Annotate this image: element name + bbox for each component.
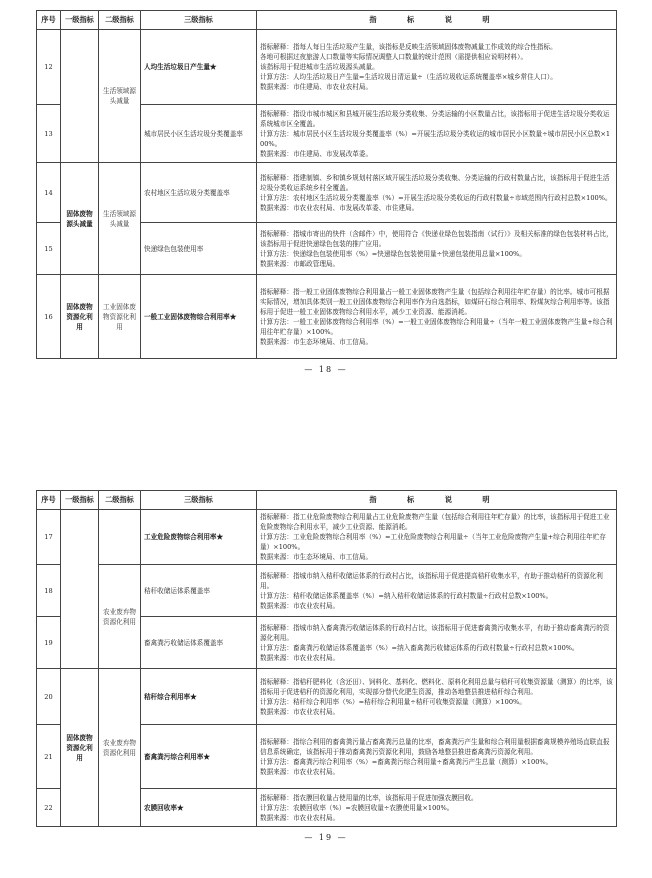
table-row xyxy=(37,163,617,223)
header-level2: 二级指标 xyxy=(99,491,141,510)
level3-cell: 工业危险废物综合利用率★ xyxy=(141,510,257,565)
level2-cell: 工业固体废物资源化利用 xyxy=(99,275,141,359)
level2-cell xyxy=(99,510,141,565)
desc-line: 指标解释：指工业危险废物综合利用量占工业危险废物产生量（包括综合利用往年贮存量）的比率，该指标用于促进工业危险废物综合利用水平，减少工业资源、能源消耗。 xyxy=(260,513,610,531)
desc-line: 计算方法：秸秆收储运体系覆盖率（%）=纳入秸秆收储运体系的行政村数量÷行政村总数×100%。 xyxy=(260,591,553,600)
page-18 xyxy=(36,10,616,374)
desc-line: 数据来源：市农业农村局。 xyxy=(260,601,340,610)
desc-line: 数据来源：市生态环境局、市工信局。 xyxy=(260,337,373,346)
desc-line: 指标解释：指城市纳入秸秆收储运体系的行政村占比，该指标用于促进提高秸秆收集水平，有助于推动秸秆的资源化利用。 xyxy=(260,571,603,590)
desc-line: 指标解释：指综合利用的畜禽粪污量占畜禽粪污总量的比率，畜禽粪污产生量和综合利用量根据畜禽规模养殖场直联直报信息系统确定，该指标用于推动畜禽粪污资源化利用，鼓励各地整县推进畜禽粪污资源化利用。 xyxy=(260,737,610,756)
level1-cell: 固体废物源头减量 xyxy=(61,163,99,275)
header-level3: 三级指标 xyxy=(141,11,257,30)
desc-line: 指标解释：指秸秆肥料化（含还田）、饲料化、基料化、燃料化、原料化利用总量与秸秆可收集资源量（测算）的比率，该指标用于促进秸秆的资源化利用，实现部分替代化肥生资源，推动各地整县推进秸秆综合利用。 xyxy=(260,677,613,696)
row-number: 20 xyxy=(37,669,61,725)
row-number: 14 xyxy=(37,163,61,223)
page-19 xyxy=(36,490,616,842)
desc-line: 指标解释：指每人每日生活垃圾产生量，该指标是反映生活领域固体废物减量工作成效的综合性指标。 xyxy=(260,43,557,51)
desc-line: 数据来源：市农业农村局、市发展改革委、市住建局。 xyxy=(260,203,419,212)
desc-line: 计算方法：城市居民小区生活垃圾分类覆盖率（%）=开展生活垃圾分类收运的城市居民小区数量÷城市居民小区总数×100%。 xyxy=(260,129,611,148)
level3-cell: 人均生活垃圾日产生量★ xyxy=(141,30,257,105)
desc-line: 计算方法：秸秆综合利用率（%）=秸秆综合利用量÷秸秆可收集资源量（测算）×100%。 xyxy=(260,697,526,706)
description-cell xyxy=(257,105,617,163)
table-row xyxy=(37,275,617,359)
description-cell xyxy=(257,510,617,565)
table-row xyxy=(37,565,617,617)
table-row xyxy=(37,669,617,725)
header-seq: 序号 xyxy=(37,491,61,510)
row-number: 22 xyxy=(37,789,61,827)
row-number: 19 xyxy=(37,617,61,669)
level2-cell: 农业废弃物资源化利用 xyxy=(99,565,141,669)
description-cell xyxy=(257,789,617,827)
indicator-table-page-18 xyxy=(36,10,617,359)
level1-cell xyxy=(61,510,99,669)
desc-line: 计算方法：一般工业固体废物综合利用率（%）=一般工业固体废物综合利用量÷（当年一般工业固体废物产生量+综合利用往年贮存量）×100%。 xyxy=(260,317,613,336)
description-cell xyxy=(257,617,617,669)
desc-line: 指标解释：指建制镇、乡和镇乡规划村落区域开展生活垃圾分类收集、分类运输的行政村数量占比，该指标用于促进生活垃圾分类收运系统乡村全覆盖。 xyxy=(260,173,610,192)
row-number: 15 xyxy=(37,223,61,275)
desc-line: 数据来源：市农业农村局。 xyxy=(260,813,340,822)
desc-line: 该指标用于促进城市生活垃圾源头减量。 xyxy=(260,63,379,71)
level1-cell xyxy=(61,30,99,163)
desc-line: 数据来源：市农业农村局。 xyxy=(260,767,340,776)
desc-line: 数据来源：市住建局、市农业农村局。 xyxy=(260,83,373,91)
desc-line: 计算方法：畜禽粪污收储运体系覆盖率（%）=纳入畜禽粪污收储运体系的行政村数量÷行政村总数×100%。 xyxy=(260,643,579,652)
row-number: 18 xyxy=(37,565,61,617)
row-number: 12 xyxy=(37,30,61,105)
desc-line: 计算方法：农膜回收率（%）=农膜回收量÷农膜使用量×100%。 xyxy=(260,803,454,812)
row-number: 17 xyxy=(37,510,61,565)
level3-cell: 城市居民小区生活垃圾分类覆盖率 xyxy=(141,105,257,163)
desc-line: 指标解释：指城市纳入畜禽粪污收储运体系的行政村占比，该指标用于促进畜禽粪污收集水平，有助于推动畜禽粪污的资源化利用。 xyxy=(260,623,610,642)
desc-line: 计算方法：工业危险废物综合利用率（%）=工业危险废物综合利用量÷（当年工业危险废物产生量+综合利用往年贮存量）×100%。 xyxy=(260,533,606,551)
table-row xyxy=(37,510,617,565)
description-cell xyxy=(257,669,617,725)
table-row xyxy=(37,30,617,105)
level3-cell: 农村地区生活垃圾分类覆盖率 xyxy=(141,163,257,223)
level3-cell: 秸秆收储运体系覆盖率 xyxy=(141,565,257,617)
header-level2: 二级指标 xyxy=(99,11,141,30)
level3-cell: 秸秆综合利用率★ xyxy=(141,669,257,725)
page-number: — 19 — xyxy=(304,833,348,842)
level3-cell: 快递绿色包装使用率 xyxy=(141,223,257,275)
header-level3: 三级指标 xyxy=(141,491,257,510)
desc-line: 计算方法：农村地区生活垃圾分类覆盖率（%）=开展生活垃圾分类收运的行政村数量÷市域范围内行政村总数×100%。 xyxy=(260,193,612,202)
header-level1: 一级指标 xyxy=(61,11,99,30)
level3-cell: 一般工业固体废物综合利用率★ xyxy=(141,275,257,359)
description-cell xyxy=(257,223,617,275)
desc-line: 指标解释：指设市城市城区和县城开展生活垃圾分类收集、分类运输的小区数量占比，该指标用于促进生活垃圾分类收运系统城市区全覆盖。 xyxy=(260,109,610,128)
row-number: 13 xyxy=(37,105,61,163)
description-cell xyxy=(257,565,617,617)
row-number: 16 xyxy=(37,275,61,359)
description-cell xyxy=(257,30,617,105)
table-header-row xyxy=(37,491,617,510)
level1-cell: 固体废物资源化利用 xyxy=(61,275,99,359)
desc-line: 指标解释：指城市寄出的快件（含邮件）中，使用符合《快递业绿色包装指南（试行）》及相关标准的绿色包装材料占比，该指标用于促进快递绿色包装的推广应用。 xyxy=(260,229,613,248)
level2-cell: 生活领域源头减量 xyxy=(99,30,141,163)
level2-cell: 农业废弃物资源化利用 xyxy=(99,669,141,827)
description-cell xyxy=(257,163,617,223)
desc-line: 数据来源：市邮政管理局。 xyxy=(260,259,340,268)
header-desc: 指 标 说 明 xyxy=(257,11,617,30)
header-desc: 指 标 说 明 xyxy=(257,491,617,510)
level3-cell: 畜禽粪污收储运体系覆盖率 xyxy=(141,617,257,669)
desc-line: 数据来源：市农业农村局。 xyxy=(260,707,340,716)
header-seq: 序号 xyxy=(37,11,61,30)
desc-line: 数据来源：市生态环境局、市工信局。 xyxy=(260,553,373,561)
desc-line: 计算方法：人均生活垃圾日产生量=生活垃圾日清运量÷（生活垃圾收运系统覆盖率×城乡常住人口）。 xyxy=(260,73,557,81)
desc-line: 计算方法：快递绿色包装使用率（%）=快递绿色包装使用量÷快递包装使用总量×100%。 xyxy=(260,249,526,258)
level3-cell: 农膜回收率★ xyxy=(141,789,257,827)
desc-line: 指标解释：指农膜回收量占使用量的比率，该指标用于促进加强农膜回收。 xyxy=(260,793,478,802)
desc-line: 计算方法：畜禽粪污综合利用率（%）=畜禽粪污综合利用量÷畜禽粪污产生总量（测算）×100%。 xyxy=(260,757,553,766)
desc-line: 各地可根据过夜旅游人口数量等实际情况调整人口数量的统计范围（需提供相应说明材料）。 xyxy=(260,53,528,61)
header-level1: 一级指标 xyxy=(61,491,99,510)
row-number: 21 xyxy=(37,725,61,789)
level3-cell: 畜禽粪污综合利用率★ xyxy=(141,725,257,789)
level2-cell: 生活领域源头减量 xyxy=(99,163,141,275)
desc-line: 指标解释：指一般工业固体废物综合利用量占一般工业固体废物产生量（包括综合利用往年贮存量）的比率。城市可根据实际情况，增加具体类别一般工业固体废物综合利用率作为自选指标，如煤矸石综合利用率、粉煤灰综合利用率等。该指标用于促进一般工业固体废物综合利用水平，减少工业资源、能源消耗。 xyxy=(260,287,610,316)
description-cell xyxy=(257,275,617,359)
desc-line: 数据来源：市农业农村局。 xyxy=(260,653,340,662)
desc-line: 数据来源：市住建局、市发展改革委。 xyxy=(260,149,373,158)
description-cell xyxy=(257,725,617,789)
table-header-row xyxy=(37,11,617,30)
level1-cell: 固体废物资源化利用 xyxy=(61,669,99,827)
indicator-table-page-19 xyxy=(36,490,617,827)
page-number: — 18 — xyxy=(304,365,348,374)
